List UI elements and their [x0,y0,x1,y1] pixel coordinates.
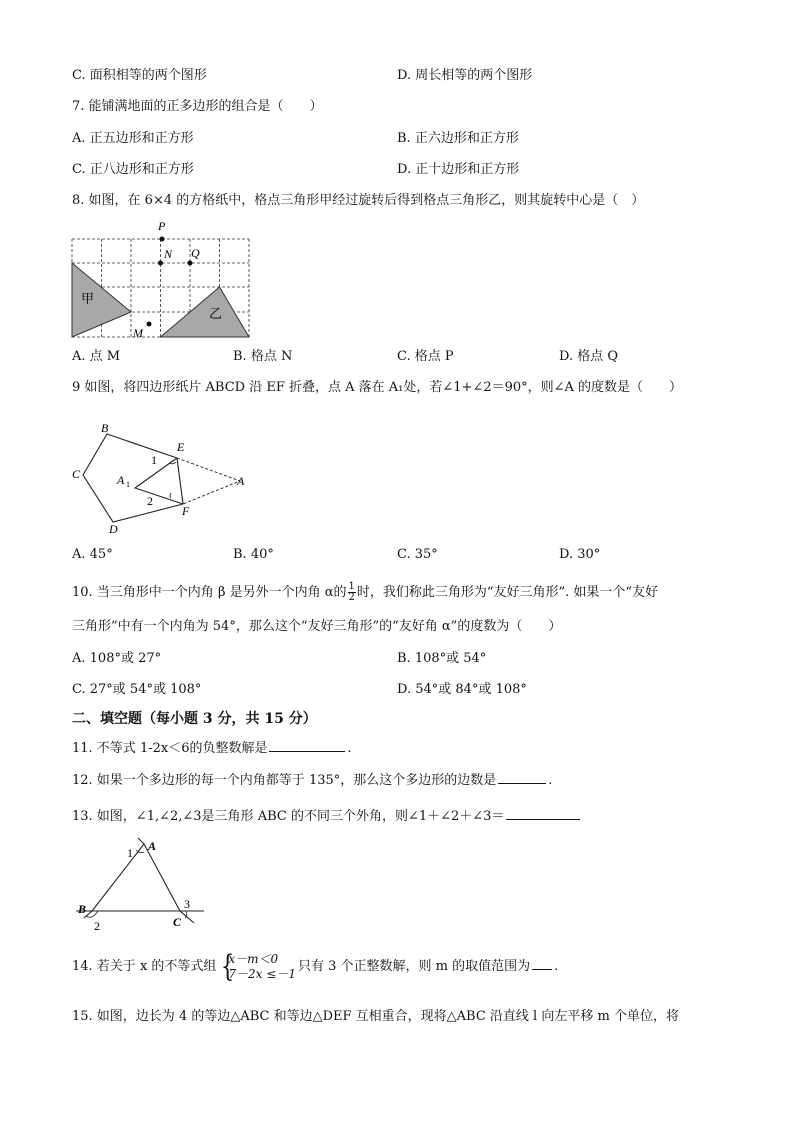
label-b: B [78,902,87,916]
q14-end: . [554,959,559,974]
brace-icon: { [221,948,235,984]
q9-fold-figure [65,412,265,537]
q14-stem-b: 只有 3 个正整数解，则 m 的取值范围为 [297,959,531,974]
q13-triangle-figure [72,836,212,936]
label-a: A [148,839,157,853]
q10-option-b: B. 108°或 54° [397,651,487,666]
q8-option-a: A. 点 M [72,349,121,364]
label-c: C [72,467,81,481]
q14-stem-a: 14. 若关于 x 的不等式组 [72,959,217,974]
label-a1: A [117,473,125,487]
q14-answer-blank[interactable] [532,955,552,970]
fraction-numerator: 1 [348,581,355,592]
q9-option-c: C. 35° [397,547,438,562]
inequality-row-2: 7－2x ≤－1 [228,966,296,981]
q10-option-d: D. 54°或 84°或 108° [397,682,527,697]
label-a1-subscript: 1 [126,480,130,489]
q6-option-c: C. 面积相等的两个图形 [72,68,207,83]
q9-option-b: B. 40° [233,547,274,562]
point-q [188,261,193,266]
label-angle-1: 1 [151,453,157,467]
q12-line [72,769,552,790]
q13-answer-blank[interactable] [506,805,580,820]
q15-stem: 15. 如图，边长为 4 的等边△ABC 和等边△DEF 互相重合，现将△ABC 沿直线 l 向左平移 m 个单位，将 [72,1009,679,1024]
label-b: B [101,421,109,435]
label-d: D [109,522,118,536]
q12-stem: 12. 如果一个多边形的每一个内角都等于 135°，那么这个多边形的边数是 [72,773,497,788]
q12-end: . [548,773,553,788]
label-n: N [164,247,173,261]
label-f: F [182,504,190,518]
q10-stem-a: 10. 当三角形中一个内角 β 是另外一个内角 α的 [72,585,347,600]
label-p: P [158,219,166,233]
q8-stem: 8. 如图，在 6×4 的方格纸中，格点三角形甲经过旋转后得到格点三角形乙，则其旋转中心是（ ） [72,193,645,208]
q10-stem-line2: 三角形”中有一个内角为 54°，那么这个“友好三角形”的“友好角 α”的度数为（ ） [72,619,562,634]
inequality-row-1: x－m＜0 [228,951,279,966]
q9-option-a: A. 45° [72,547,113,562]
label-m: M [133,326,143,340]
label-jia: 甲 [81,292,95,307]
q8-option-b: B. 格点 N [233,349,293,364]
q7-option-a: A. 正五边形和正方形 [72,131,194,146]
label-angle-1: 1 [127,846,133,860]
q7-option-b: B. 正六边形和正方形 [397,131,519,146]
point-n [158,261,163,266]
label-c: C [173,915,182,929]
q11-line [72,737,352,758]
q10-option-c: C. 27°或 54°或 108° [72,682,202,697]
section-2-heading: 二、填空题（每小题 3 分，共 15 分） [72,711,317,727]
label-angle-2: 2 [94,919,100,933]
half-fraction [348,582,356,603]
q11-stem: 11. 不等式 1-2x＜6的负整数解是 [72,741,268,756]
q12-answer-blank[interactable] [498,769,546,784]
inequality-system [218,948,296,984]
q14-line [72,950,558,984]
q6-option-d: D. 周长相等的两个图形 [397,68,533,83]
q7-option-c: C. 正八边形和正方形 [72,162,194,177]
q7-option-d: D. 正十边形和正方形 [397,162,520,177]
q10-stem-b: 时，我们称此三角形为“友好三角形”. 如果一个“友好 [356,585,659,600]
q8-option-d: D. 格点 Q [559,349,619,364]
q9-stem: 9 如图，将四边形纸片 ABCD 沿 EF 折叠，点 A 落在 A₁处，若∠1+∠2＝90°，则∠A 的度数是（ ） [72,380,683,395]
q11-answer-blank[interactable] [269,737,345,752]
q13-line [72,805,582,826]
q8-grid-figure [65,218,260,343]
label-a: A [237,474,245,488]
q13-stem: 13. 如图，∠1,∠2,∠3是三角形 ABC 的不同三个外角，则∠1＋∠2＋∠3＝ [72,809,505,824]
q8-option-c: C. 格点 P [397,349,454,364]
q9-option-d: D. 30° [559,547,601,562]
point-p [160,237,165,242]
q10-stem-line1 [72,581,658,605]
label-q: Q [191,246,200,260]
label-angle-3: 3 [184,897,190,911]
fraction-denominator: 2 [348,592,355,603]
label-yi: 乙 [209,307,223,322]
point-m [147,322,152,327]
q10-option-a: A. 108°或 27° [72,651,162,666]
q11-end: . [347,741,352,756]
q7-stem: 7. 能铺满地面的正多边形的组合是（ ） [72,99,323,114]
label-angle-2: 2 [147,494,153,508]
label-e: E [177,440,185,454]
